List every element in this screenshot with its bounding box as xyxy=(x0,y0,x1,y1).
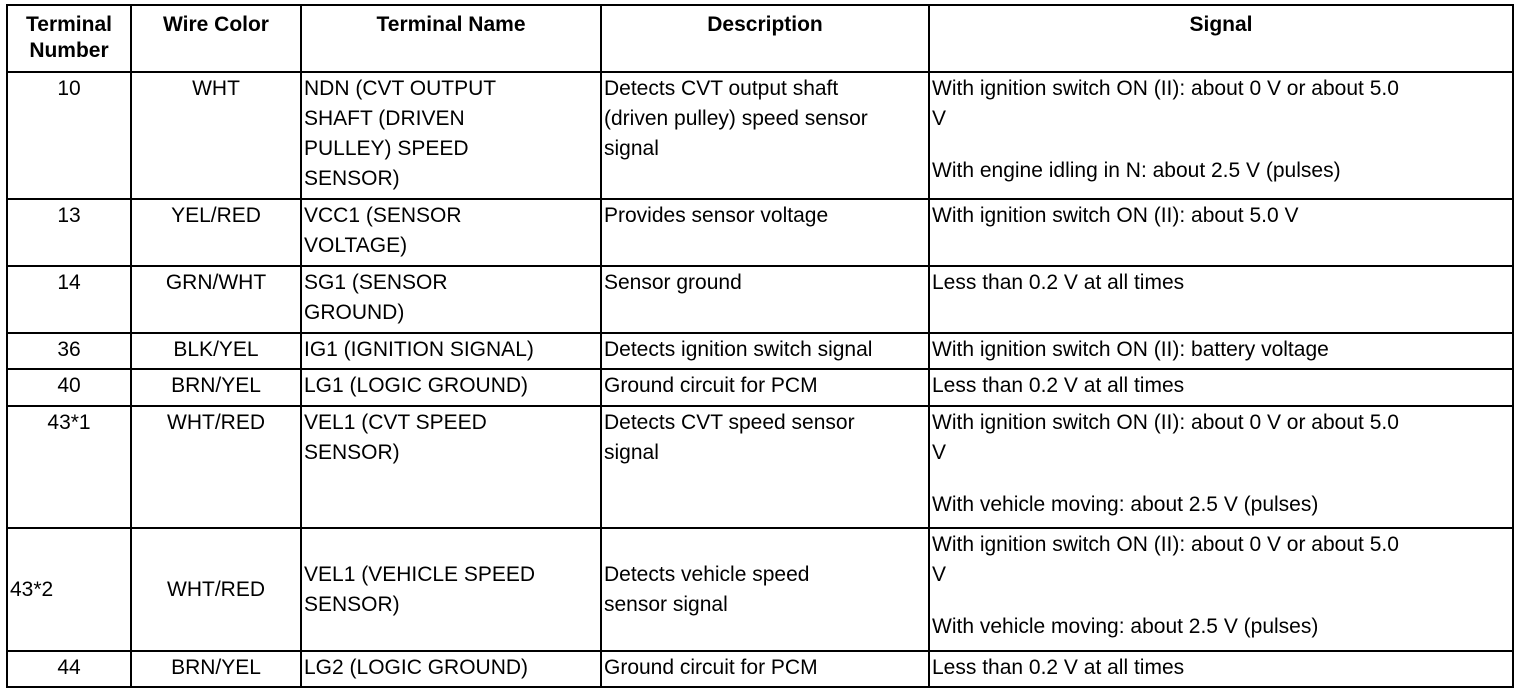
wire-color-cell: BLK/YEL xyxy=(131,333,301,369)
description-text: Detects vehicle speed sensor signal xyxy=(604,563,810,616)
terminal-name-text: VCC1 (SENSOR VOLTAGE) xyxy=(304,203,462,257)
description-cell: Ground circuit for PCM xyxy=(601,369,929,405)
description-cell: Sensor ground xyxy=(601,266,929,333)
signal-text: With ignition switch ON (II): about 0 V or about 5.0 V xyxy=(932,410,1399,464)
terminal-name-cell xyxy=(301,266,601,333)
header-wire-color: Wire Color xyxy=(131,5,301,72)
wire-color-cell: WHT/RED xyxy=(131,406,301,529)
signal-cell: Less than 0.2 V at all times xyxy=(929,266,1513,333)
terminal-name-cell: IG1 (IGNITION SIGNAL) xyxy=(301,333,601,369)
signal-cell: With ignition switch ON (II): about 5.0 V xyxy=(929,199,1513,266)
table-row xyxy=(7,406,1513,529)
signal-cell: With ignition switch ON (II): battery voltage xyxy=(929,333,1513,369)
header-terminal-number: Terminal Number xyxy=(7,5,131,72)
description-cell: Detects ignition switch signal xyxy=(601,333,929,369)
table-row xyxy=(7,369,1513,405)
table-row xyxy=(7,333,1513,369)
table-row xyxy=(7,266,1513,333)
terminal-name-cell: LG1 (LOGIC GROUND) xyxy=(301,369,601,405)
signal-cell: Less than 0.2 V at all times xyxy=(929,651,1513,687)
wire-color-cell: YEL/RED xyxy=(131,199,301,266)
description-cell xyxy=(601,406,929,529)
terminal-name-text: SG1 (SENSOR GROUND) xyxy=(304,270,448,324)
table-row xyxy=(7,72,1513,199)
description-cell xyxy=(601,528,929,651)
terminal-name-text: NDN (CVT OUTPUT SHAFT (DRIVEN PULLEY) SPEED SENSOR) xyxy=(304,77,497,190)
description-text: Detects CVT output shaft (driven pulley) speed sensor signal xyxy=(604,77,868,160)
terminal-number-cell: 14 xyxy=(7,266,131,333)
terminal-number-cell: 43*2 xyxy=(7,528,131,651)
terminal-number-cell: 10 xyxy=(7,72,131,199)
header-description: Description xyxy=(601,5,929,72)
signal-text: With engine idling in N: about 2.5 V (pulses) xyxy=(932,159,1341,182)
description-cell: Ground circuit for PCM xyxy=(601,651,929,687)
signal-cell: Less than 0.2 V at all times xyxy=(929,369,1513,405)
signal-text: With ignition switch ON (II): about 0 V or about 5.0 V xyxy=(932,77,1399,130)
wire-color-cell: BRN/YEL xyxy=(131,369,301,405)
description-cell xyxy=(601,72,929,199)
terminal-number-cell: 13 xyxy=(7,199,131,266)
terminal-number-cell: 43*1 xyxy=(7,406,131,529)
terminal-number-cell: 36 xyxy=(7,333,131,369)
terminal-name-cell: LG2 (LOGIC GROUND) xyxy=(301,651,601,687)
terminal-name-text: VEL1 (CVT SPEED SENSOR) xyxy=(304,410,487,464)
terminal-name-cell xyxy=(301,72,601,199)
terminal-name-cell xyxy=(301,528,601,651)
signal-text: With vehicle moving: about 2.5 V (pulses) xyxy=(932,492,1319,516)
header-terminal-name: Terminal Name xyxy=(301,5,601,72)
wire-color-cell: GRN/WHT xyxy=(131,266,301,333)
table-row xyxy=(7,199,1513,266)
terminal-table xyxy=(6,4,1514,688)
signal-text: With ignition switch ON (II): about 0 V or about 5.0 V xyxy=(932,533,1399,587)
description-text: Detects CVT speed sensor signal xyxy=(604,410,855,464)
description-cell: Provides sensor voltage xyxy=(601,199,929,266)
signal-text: With vehicle moving: about 2.5 V (pulses) xyxy=(932,615,1319,639)
signal-cell xyxy=(929,406,1513,529)
table-row xyxy=(7,651,1513,687)
terminal-name-cell xyxy=(301,199,601,266)
wire-color-cell: BRN/YEL xyxy=(131,651,301,687)
terminal-name-text: VEL1 (VEHICLE SPEED SENSOR) xyxy=(304,563,536,616)
signal-cell xyxy=(929,528,1513,651)
terminal-number-cell: 40 xyxy=(7,369,131,405)
terminal-name-cell xyxy=(301,406,601,529)
table-row xyxy=(7,528,1513,651)
wire-color-cell: WHT xyxy=(131,72,301,199)
wire-color-cell: WHT/RED xyxy=(131,528,301,651)
signal-cell xyxy=(929,72,1513,199)
header-row xyxy=(7,5,1513,72)
terminal-number-cell: 44 xyxy=(7,651,131,687)
header-signal: Signal xyxy=(929,5,1513,72)
